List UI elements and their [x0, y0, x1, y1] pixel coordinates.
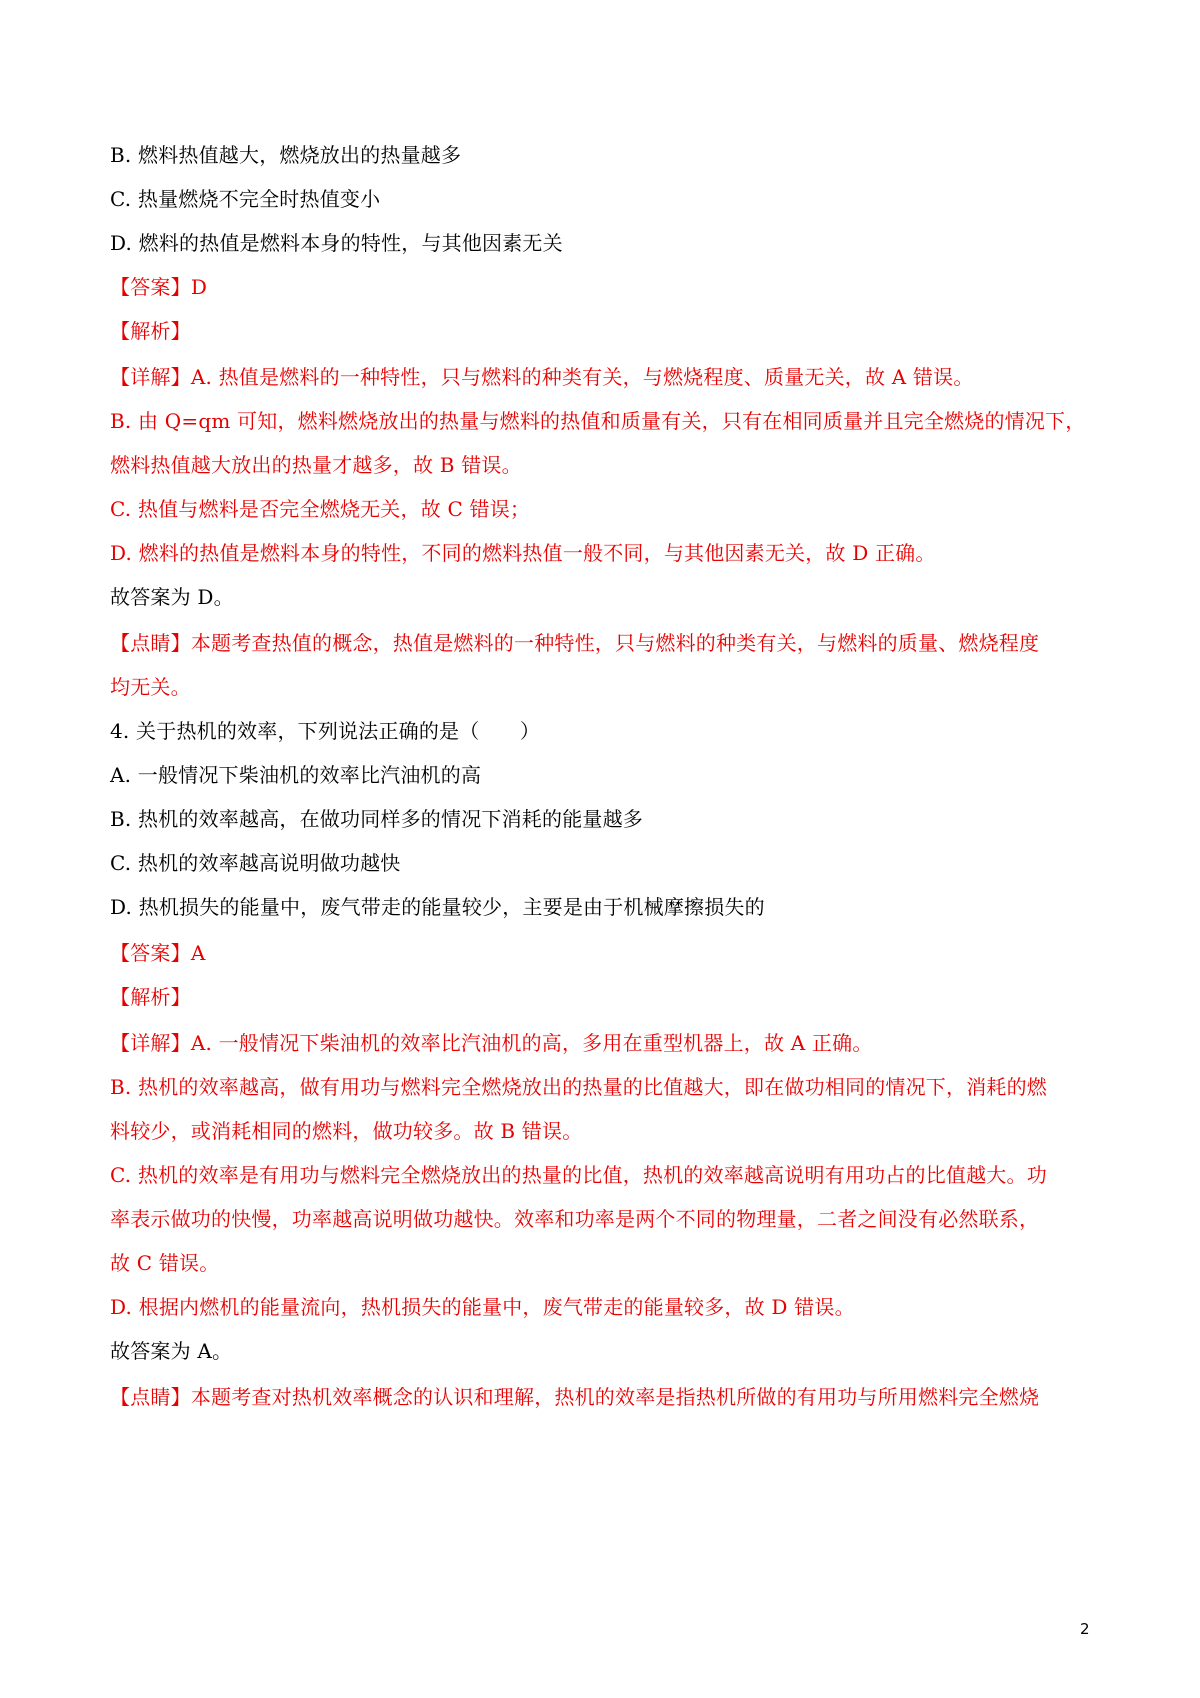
comment-tag: 【点睛】	[110, 631, 191, 655]
q4-stem: 4. 关于热机的效率，下列说法正确的是（ ）	[110, 719, 541, 743]
q4-detail-c-line3: 故 C 错误。	[110, 1251, 220, 1275]
detail-tag: 【详解】	[110, 365, 191, 389]
q4-conclusion: 故答案为 A。	[110, 1339, 233, 1363]
q4-comment-line1	[110, 1384, 1039, 1410]
q4-answer	[110, 940, 205, 966]
q4-detail-b-line2: 料较少，或消耗相同的燃料，做功较多。故 B 错误。	[110, 1119, 583, 1143]
q4-option-a: A. 一般情况下柴油机的效率比汽油机的高	[110, 763, 482, 787]
q3-option-b: B. 燃料热值越大，燃烧放出的热量越多	[110, 143, 462, 167]
q3-option-d: D. 燃料的热值是燃料本身的特性，与其他因素无关	[110, 231, 563, 255]
answer-value: A	[190, 941, 206, 965]
comment-tag: 【点睛】	[110, 1385, 191, 1409]
answer-tag: 【答案】	[110, 275, 191, 299]
q3-detail-c: C. 热值与燃料是否完全燃烧无关，故 C 错误；	[110, 497, 531, 521]
q3-detail-a	[110, 364, 974, 390]
comment-text: 本题考查热值的概念，热值是燃料的一种特性，只与燃料的种类有关，与燃料的质量、燃烧程度	[190, 631, 1040, 655]
q3-comment-line1	[110, 630, 1039, 656]
q3-option-c: C. 热量燃烧不完全时热值变小	[110, 187, 381, 211]
q3-conclusion: 故答案为 D。	[110, 585, 234, 609]
q3-answer	[110, 274, 207, 300]
detail-text: A. 一般情况下柴油机的效率比汽油机的高，多用在重型机器上，故 A 正确。	[190, 1031, 873, 1055]
comment-text: 本题考查对热机效率概念的认识和理解，热机的效率是指热机所做的有用功与所用燃料完全燃烧	[190, 1385, 1040, 1409]
q4-analysis-tag: 【解析】	[110, 985, 191, 1009]
detail-text: A. 热值是燃料的一种特性，只与燃料的种类有关，与燃烧程度、质量无关，故 A 错误。	[190, 365, 974, 389]
q4-detail-b-line1: B. 热机的效率越高，做有用功与燃料完全燃烧放出的热量的比值越大，即在做功相同的情况下，消耗的燃	[110, 1075, 1048, 1099]
q4-detail-c-line1: C. 热机的效率是有用功与燃料完全燃烧放出的热量的比值，热机的效率越高说明有用功占的比值越大。功	[110, 1163, 1047, 1187]
q4-detail-a	[110, 1030, 873, 1056]
q4-detail-c-line2: 率表示做功的快慢，功率越高说明做功越快。效率和功率是两个不同的物理量，二者之间没有必然联系，	[110, 1207, 1040, 1231]
q4-option-c: C. 热机的效率越高说明做功越快	[110, 851, 401, 875]
detail-tag: 【详解】	[110, 1031, 191, 1055]
q3-analysis-tag: 【解析】	[110, 319, 191, 343]
q4-option-d: D. 热机损失的能量中，废气带走的能量较少，主要是由于机械摩擦损失的	[110, 895, 765, 919]
q3-detail-b-line2: 燃料热值越大放出的热量才越多，故 B 错误。	[110, 453, 522, 477]
q4-detail-d: D. 根据内燃机的能量流向，热机损失的能量中，废气带走的能量较多，故 D 错误。	[110, 1295, 855, 1319]
page-number: 2	[1080, 1620, 1090, 1638]
answer-tag: 【答案】	[110, 941, 191, 965]
q3-detail-d: D. 燃料的热值是燃料本身的特性，不同的燃料热值一般不同，与其他因素无关，故 D 正确。	[110, 541, 936, 565]
q3-detail-b-line1: B. 由 Q=qm 可知，燃料燃烧放出的热量与燃料的热值和质量有关，只有在相同质量并且完全燃烧的情况下，	[110, 409, 1086, 433]
answer-value: D	[190, 275, 208, 299]
q3-comment-line2: 均无关。	[110, 675, 191, 699]
q4-option-b: B. 热机的效率越高，在做功同样多的情况下消耗的能量越多	[110, 807, 644, 831]
